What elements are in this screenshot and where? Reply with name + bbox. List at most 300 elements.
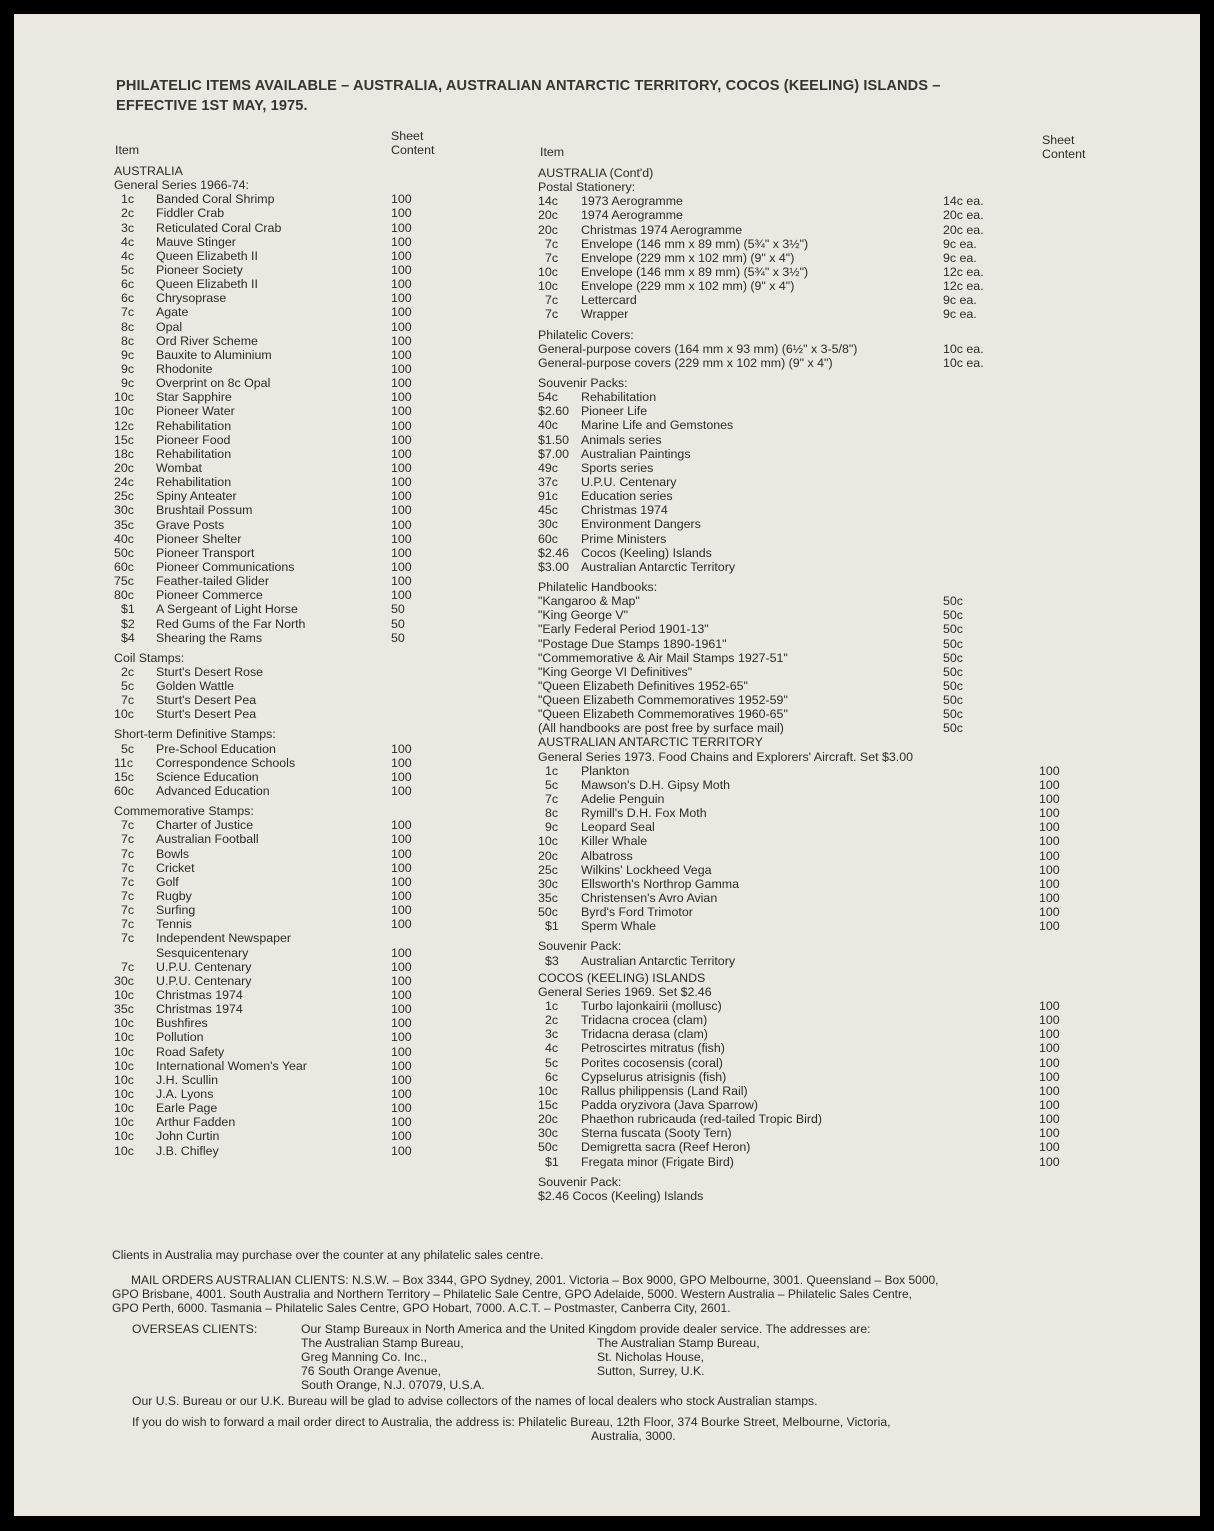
sheet-content: 100 <box>391 291 412 306</box>
list-item <box>114 931 434 945</box>
item-value: 35c <box>114 1002 134 1017</box>
item-name: J.H. Scullin <box>156 1072 218 1087</box>
item-name: Pre-School Education <box>156 741 276 756</box>
item-name: Environment Dangers <box>581 517 701 532</box>
sheet-content: 100 <box>391 347 412 362</box>
sheet-content: 100 <box>391 784 412 799</box>
sheet-content: 100 <box>1039 820 1060 835</box>
item-name: Charter of Justice <box>156 818 254 833</box>
list-item <box>114 1016 434 1030</box>
item-value: 30c <box>538 1126 558 1141</box>
list-item <box>538 342 1078 356</box>
item-value: 6c <box>545 1069 559 1084</box>
overseas-label: OVERSEAS CLIENTS: <box>132 1322 258 1336</box>
item-price: 50c <box>943 721 963 736</box>
sheet-content: 100 <box>391 418 412 433</box>
item-name: Rhodonite <box>156 361 213 376</box>
item-price: 50c <box>943 608 963 623</box>
item-name: Rehabilitation <box>156 475 232 490</box>
item-value: $1 <box>121 602 135 617</box>
list-item <box>114 419 434 433</box>
item-name: Grave Posts <box>156 517 225 532</box>
section-heading <box>538 939 1078 953</box>
mail-orders-block <box>112 1273 939 1315</box>
item-value: 10c <box>114 1101 134 1116</box>
item-name: Padda oryzivora (Java Sparrow) <box>581 1098 758 1112</box>
list-item <box>114 832 434 846</box>
item-name: Pioneer Transport <box>156 545 255 560</box>
section-heading <box>538 328 1078 342</box>
heading-text: Commemorative Stamps: <box>114 804 254 819</box>
item-value: 14c <box>538 194 558 209</box>
item-value: 9c <box>121 361 135 376</box>
sheet-content: 100 <box>391 846 412 861</box>
list-item <box>114 847 434 861</box>
item-value: 7c <box>121 889 135 904</box>
section-heading <box>114 804 434 818</box>
item-name: 1974 Aerogramme <box>581 208 683 223</box>
item-value: 10c <box>114 1115 134 1130</box>
item-price: 10c ea. <box>943 355 984 370</box>
sheet-content: 100 <box>391 1087 412 1101</box>
list-item <box>538 532 1078 546</box>
item-name: Australian Antarctic Territory <box>581 953 736 968</box>
item-name: Envelope (229 mm x 102 mm) (9" x 4") <box>581 279 795 294</box>
item-value: 25c <box>538 862 558 877</box>
sheet-content: 100 <box>1039 862 1060 877</box>
list-item <box>114 263 434 277</box>
item-value: $3.00 <box>538 559 570 574</box>
list-item <box>114 249 434 263</box>
sheet-content: 100 <box>391 376 412 391</box>
list-item <box>538 891 1078 905</box>
item-text: "King George VI Definitives" <box>538 664 693 679</box>
item-value: 10c <box>114 1087 134 1101</box>
sheet-content: 100 <box>391 1143 412 1158</box>
item-name: Sturt's Desert Pea <box>156 693 257 708</box>
item-value: 7c <box>121 959 135 974</box>
sheet-content: 100 <box>391 319 412 334</box>
heading-text: Souvenir Pack: <box>538 1174 622 1189</box>
mail-orders-line: GPO Perth, 6000. Tasmania – Philatelic Sales Centre, GPO Hobart, 7000. A.C.T. – Postmaster, Canberra City, 2601. <box>112 1301 731 1315</box>
item-name: Bowls <box>156 846 190 861</box>
item-value: 4c <box>545 1041 559 1056</box>
item-name: Rehabilitation <box>156 446 232 461</box>
sheet-content: 100 <box>391 446 412 461</box>
item-value: 5c <box>121 679 135 694</box>
item-name: 1973 Aerogramme <box>581 194 683 209</box>
item-name: Pioneer Life <box>581 404 648 419</box>
list-item <box>114 602 434 616</box>
item-price: 12c ea. <box>943 279 984 294</box>
sheet-content: 100 <box>1039 891 1060 906</box>
item-price: 9c ea. <box>943 293 977 308</box>
list-item <box>538 764 1078 778</box>
item-text: "Early Federal Period 1901-13" <box>538 622 709 637</box>
item-value: 7c <box>545 307 559 322</box>
item-name: U.P.U. Centenary <box>156 959 252 974</box>
item-value: 10c <box>538 1083 558 1098</box>
item-value: 18c <box>114 446 134 461</box>
item-name: Overprint on 8c Opal <box>156 376 271 391</box>
item-name: Pioneer Commerce <box>156 588 263 603</box>
list-item <box>538 820 1078 834</box>
list-item <box>538 877 1078 891</box>
item-value: 6c <box>121 277 135 292</box>
section-heading <box>114 727 434 741</box>
item-text: "Queen Elizabeth Definitives 1952-65" <box>538 678 748 693</box>
list-item <box>114 631 434 645</box>
item-value: 20c <box>538 208 558 223</box>
heading-text: Philatelic Covers: <box>538 327 634 342</box>
sheet-content: 100 <box>391 574 412 589</box>
item-text: "Kangaroo & Map" <box>538 594 640 609</box>
sheet-content: 100 <box>391 432 412 447</box>
sheet-content: 100 <box>1039 1069 1060 1084</box>
item-value: 10c <box>114 390 134 405</box>
item-value: 10c <box>114 1058 134 1073</box>
heading-text: AUSTRALIA <box>114 164 183 178</box>
list-item <box>538 792 1078 806</box>
item-name: Queen Elizabeth II <box>156 248 258 263</box>
item-name: Correspondence Schools <box>156 755 296 770</box>
sheet-content: 100 <box>391 588 412 603</box>
item-name: Shearing the Rams <box>156 630 263 645</box>
list-item <box>114 1030 434 1044</box>
item-value: 10c <box>538 834 558 849</box>
item-price: 50c <box>943 693 963 708</box>
sheet-content: 100 <box>391 860 412 875</box>
item-value: 5c <box>545 1055 559 1070</box>
list-item <box>538 237 1078 251</box>
list-item <box>538 999 1078 1013</box>
left-sheet-content-header: Sheet Content <box>391 129 435 157</box>
item-value: 15c <box>538 1098 558 1112</box>
item-name: Rymill's D.H. Fox Moth <box>581 806 707 821</box>
list-item <box>538 208 1078 222</box>
item-name: International Women's Year <box>156 1058 307 1073</box>
item-value: $4 <box>121 630 135 645</box>
sheet-content: 100 <box>391 1058 412 1073</box>
left-item-list <box>114 164 434 1158</box>
item-name: Pollution <box>156 1030 204 1045</box>
item-price: 10c ea. <box>943 341 984 356</box>
item-value: 40c <box>538 418 558 433</box>
item-name: Leopard Seal <box>581 820 655 835</box>
item-name: Rehabilitation <box>156 418 232 433</box>
right-sheet-content-header: Sheet Content <box>1042 133 1086 161</box>
item-name: Byrd's Ford Trimotor <box>581 905 693 920</box>
list-item <box>538 503 1078 517</box>
list-item <box>538 863 1078 877</box>
item-value: $1.50 <box>538 432 570 447</box>
item-price: 50c <box>943 664 963 679</box>
item-value: 20c <box>538 222 558 237</box>
item-name: Surfing <box>156 903 196 918</box>
item-name: Prime Ministers <box>581 531 667 546</box>
item-value: 10c <box>538 279 558 294</box>
item-value: 50c <box>114 545 134 560</box>
item-value: 20c <box>538 848 558 863</box>
list-item <box>538 849 1078 863</box>
item-name: Turbo lajonkairii (mollusc) <box>581 999 722 1014</box>
heading-text: COCOS (KEELING) ISLANDS <box>538 970 706 985</box>
item-value: 7c <box>121 860 135 875</box>
sheet-content: 100 <box>391 234 412 249</box>
item-value: 10c <box>114 707 134 722</box>
list-item <box>114 889 434 903</box>
item-name: Christmas 1974 <box>156 1002 243 1017</box>
list-item <box>538 679 1078 693</box>
sheet-content: 100 <box>391 959 412 974</box>
item-text: "Commemorative & Air Mail Stamps 1927-51" <box>538 650 788 665</box>
list-item <box>538 560 1078 574</box>
list-item <box>114 1087 434 1101</box>
item-value: 54c <box>538 390 558 405</box>
list-item <box>114 756 434 770</box>
list-item <box>538 1056 1078 1070</box>
item-value: 10c <box>538 264 558 279</box>
sheet-content: 100 <box>391 361 412 376</box>
heading-text: General Series 1966-74: <box>114 178 250 193</box>
item-price: 50c <box>943 678 963 693</box>
sheet-content: 100 <box>1039 1055 1060 1070</box>
list-item <box>114 770 434 784</box>
item-name: Brushtail Possum <box>156 503 253 518</box>
sheet-content: 100 <box>1039 806 1060 821</box>
list-item <box>114 1144 434 1158</box>
item-price: 50c <box>943 594 963 609</box>
item-name: Sesquicentenary <box>156 945 249 960</box>
list-item <box>114 1002 434 1016</box>
sheet-content: 100 <box>391 945 412 960</box>
list-item <box>114 588 434 602</box>
item-value: 9c <box>121 347 135 362</box>
item-value: 37c <box>538 474 558 489</box>
mail-orders-line: MAIL ORDERS AUSTRALIAN CLIENTS: N.S.W. – Box 3344, GPO Sydney, 2001. Victoria – Box 9000, GPO Melbourne, 3001. Queensland – Box 5000, <box>131 1273 939 1287</box>
item-value: 24c <box>114 475 134 490</box>
list-item <box>114 946 434 960</box>
item-value: 20c <box>114 460 134 475</box>
item-name: Christmas 1974 Aerogramme <box>581 222 743 237</box>
sheet-content: 100 <box>391 988 412 1003</box>
list-item <box>538 1140 1078 1154</box>
list-item <box>114 960 434 974</box>
direct-order-line: If you do wish to forward a mail order direct to Australia, the address is: Philatelic Bureau, 12th Floor, 374 Bourke Street, Melbourne, Victoria, <box>132 1415 891 1429</box>
item-name: Spiny Anteater <box>156 489 237 504</box>
list-item <box>114 390 434 404</box>
sheet-content: 100 <box>1039 1154 1060 1169</box>
item-name: Bauxite to Aluminium <box>156 347 272 362</box>
item-name: Pioneer Food <box>156 432 231 447</box>
list-item <box>114 277 434 291</box>
list-item <box>114 693 434 707</box>
item-value: 7c <box>121 931 135 946</box>
item-value: 8c <box>121 319 135 334</box>
item-value: 3c <box>545 1027 559 1042</box>
list-item <box>538 954 1078 968</box>
item-name: Albatross <box>581 848 633 863</box>
list-item <box>114 974 434 988</box>
sheet-content: 100 <box>1039 777 1060 792</box>
item-value: 9c <box>545 820 559 835</box>
item-value: 4c <box>121 248 135 263</box>
item-name: Lettercard <box>581 293 637 308</box>
list-item <box>114 376 434 390</box>
item-value: 7c <box>121 874 135 889</box>
item-value: 15c <box>114 769 134 784</box>
sheet-content: 100 <box>391 333 412 348</box>
item-name: Wombat <box>156 460 202 475</box>
item-name: Earle Page <box>156 1101 218 1116</box>
item-name: J.B. Chifley <box>156 1143 219 1158</box>
item-price: 9c ea. <box>943 307 977 322</box>
heading-text: Souvenir Packs: <box>538 375 628 390</box>
list-item <box>538 806 1078 820</box>
list-item <box>538 390 1078 404</box>
list-item <box>114 221 434 235</box>
sheet-content: 100 <box>391 769 412 784</box>
sheet-content: 100 <box>1039 763 1060 778</box>
sheet-content: 100 <box>1039 792 1060 807</box>
sheet-content: 100 <box>391 262 412 277</box>
item-value: 7c <box>545 792 559 807</box>
item-name: Wrapper <box>581 307 629 322</box>
item-name: Pioneer Shelter <box>156 531 242 546</box>
sheet-content: 100 <box>391 220 412 235</box>
section-heading <box>538 180 1078 194</box>
sheet-content: 100 <box>391 917 412 932</box>
sheet-content: 100 <box>1039 1027 1060 1042</box>
item-price: 14c ea. <box>943 194 984 209</box>
list-item <box>114 447 434 461</box>
item-value: 20c <box>538 1112 558 1127</box>
sheet-content: 100 <box>391 818 412 833</box>
item-name: Mauve Stinger <box>156 234 236 249</box>
item-name: Pioneer Water <box>156 404 235 419</box>
list-item <box>114 475 434 489</box>
sheet-content: 100 <box>391 475 412 490</box>
list-item <box>538 608 1078 622</box>
item-name: Cocos (Keeling) Islands <box>581 545 712 560</box>
heading-text: AUSTRALIA (Cont'd) <box>538 166 654 180</box>
heading-text: Philatelic Handbooks: <box>538 579 658 594</box>
list-item <box>538 404 1078 418</box>
item-value: 91c <box>538 489 558 504</box>
sheet-content: 100 <box>391 559 412 574</box>
list-item <box>538 1084 1078 1098</box>
list-item <box>538 1070 1078 1084</box>
list-item <box>538 418 1078 432</box>
section-heading <box>538 376 1078 390</box>
sheet-content: 100 <box>391 1129 412 1144</box>
list-item <box>538 1126 1078 1140</box>
item-text: General-purpose covers (164 mm x 93 mm) (6½" x 3-5/8") <box>538 341 858 356</box>
item-text: General-purpose covers (229 mm x 102 mm) (9" x 4") <box>538 355 833 370</box>
item-name: Golden Wattle <box>156 679 235 694</box>
list-item <box>538 447 1078 461</box>
sheet-content: 100 <box>1039 1083 1060 1098</box>
list-item <box>538 905 1078 919</box>
heading-text: Postal Stationery: <box>538 180 636 195</box>
item-name: Christmas 1974 <box>581 503 668 518</box>
sheet-content: 100 <box>391 973 412 988</box>
list-item <box>538 707 1078 721</box>
item-value: 4c <box>121 234 135 249</box>
list-item <box>114 518 434 532</box>
item-name: Animals series <box>581 432 662 447</box>
list-item <box>114 320 434 334</box>
list-item <box>538 475 1078 489</box>
item-value: $3 <box>545 953 559 968</box>
item-name: Phaethon rubricauda (red-tailed Tropic Bird) <box>581 1112 823 1127</box>
item-value: 9c <box>121 376 135 391</box>
item-name: Bushfires <box>156 1016 208 1031</box>
item-name: A Sergeant of Light Horse <box>156 602 298 617</box>
item-name: Christensen's Avro Avian <box>581 891 718 906</box>
sheet-content: 50 <box>391 602 405 617</box>
title-line-2: EFFECTIVE 1ST MAY, 1975. <box>116 98 308 114</box>
item-name: Fiddler Crab <box>156 206 225 221</box>
list-item <box>114 861 434 875</box>
item-name: Queen Elizabeth II <box>156 277 258 292</box>
list-item <box>114 291 434 305</box>
list-item <box>538 1013 1078 1027</box>
list-item <box>114 1073 434 1087</box>
item-name: Independent Newspaper <box>156 931 292 946</box>
item-value: 5c <box>121 741 135 756</box>
section-heading <box>114 651 434 665</box>
right-item-header: Item <box>540 145 565 159</box>
list-item <box>538 665 1078 679</box>
item-value: 75c <box>114 574 134 589</box>
item-name: Rallus philippensis (Land Rail) <box>581 1083 748 1098</box>
item-name: Golf <box>156 874 179 889</box>
item-name: Sturt's Desert Rose <box>156 664 264 679</box>
sheet-content: 100 <box>391 1002 412 1017</box>
list-item <box>538 546 1078 560</box>
heading-text: AUSTRALIAN ANTARCTIC TERRITORY <box>538 735 763 750</box>
item-name: Feather-tailed Glider <box>156 574 269 589</box>
sheet-content: 100 <box>1039 848 1060 863</box>
sheet-content: 100 <box>391 545 412 560</box>
list-item <box>538 461 1078 475</box>
item-value: 30c <box>114 973 134 988</box>
sheet-content: 50 <box>391 616 405 631</box>
item-name: Envelope (229 mm x 102 mm) (9" x 4") <box>581 250 795 265</box>
item-value: 8c <box>545 806 559 821</box>
item-value: 50c <box>538 905 558 920</box>
us-bureau-address: The Australian Stamp Bureau, Greg Manning Co. Inc., 76 South Orange Avenue, South Orange, N.J. 07079, U.S.A. <box>301 1336 485 1392</box>
item-name: Sturt's Desert Pea <box>156 707 257 722</box>
list-item <box>114 917 434 931</box>
item-value: 7c <box>121 818 135 833</box>
list-item <box>114 1129 434 1143</box>
heading-text: Souvenir Pack: <box>538 939 622 954</box>
item-value: 1c <box>545 999 559 1014</box>
item-value: 80c <box>114 588 134 603</box>
item-name: John Curtin <box>156 1129 220 1144</box>
item-name: Christmas 1974 <box>156 988 243 1003</box>
item-value: 50c <box>538 1140 558 1155</box>
item-name: Arthur Fadden <box>156 1115 236 1130</box>
item-name: Red Gums of the Far North <box>156 616 306 631</box>
item-value: 1c <box>121 192 135 207</box>
sheet-content: 100 <box>391 277 412 292</box>
item-name: Australian Paintings <box>581 446 691 461</box>
item-value: 10c <box>114 1072 134 1087</box>
item-value: 35c <box>538 891 558 906</box>
